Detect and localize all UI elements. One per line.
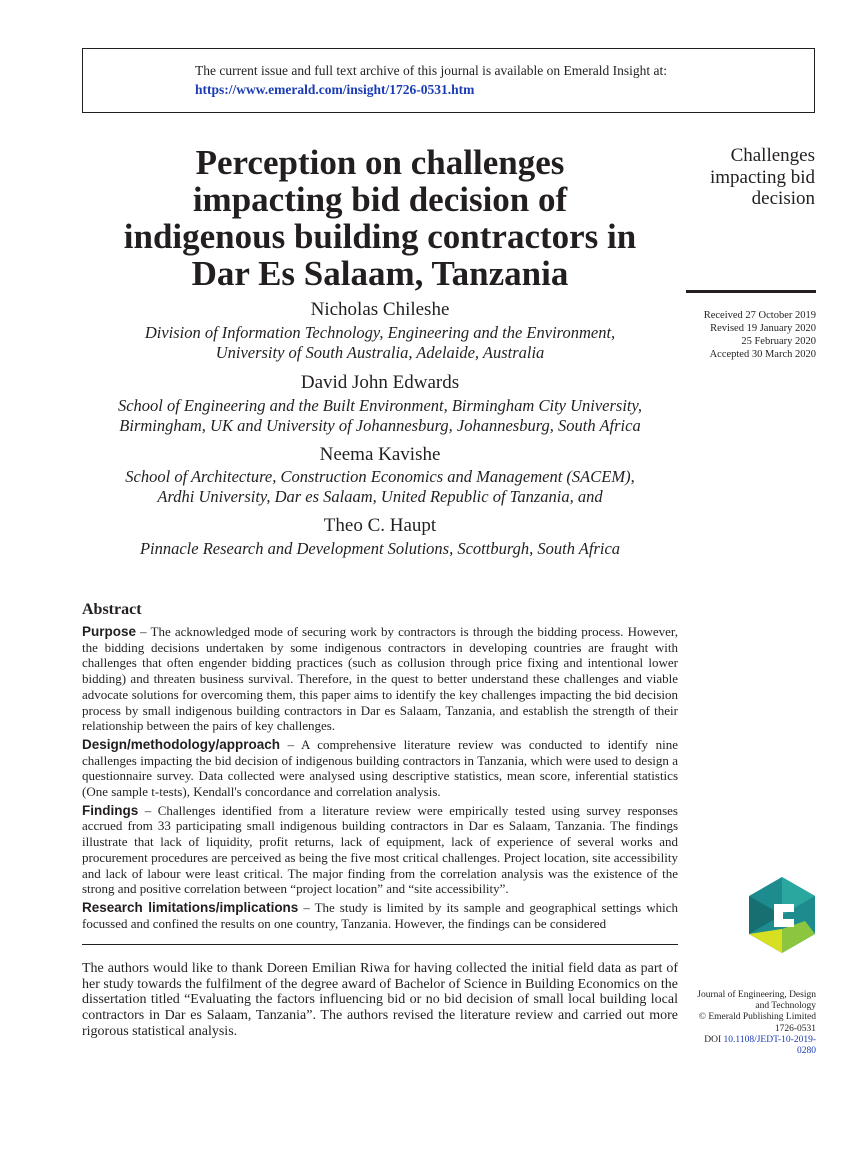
abstract-section <box>82 624 678 734</box>
running-title-line: Challenges <box>730 145 815 166</box>
affiliation-line: Ardhi University, Dar es Salaam, United Republic of Tanzania, and <box>157 487 603 506</box>
history-line: Received 27 October 2019 <box>703 310 816 321</box>
abstract-body <box>82 624 678 934</box>
history-line: 25 February 2020 <box>741 336 816 347</box>
title-line: Perception on challenges <box>195 143 565 182</box>
author-affiliation <box>82 467 678 507</box>
author-name: Neema Kavishe <box>319 444 441 465</box>
title-line: Dar Es Salaam, Tanzania <box>191 254 569 293</box>
doi-line <box>690 1035 816 1057</box>
affiliation-line: University of South Australia, Adelaide, Australia <box>215 343 545 362</box>
author-name: Nicholas Chileshe <box>310 299 450 320</box>
author-name: Theo C. Haupt <box>323 515 437 536</box>
abstract-heading: Abstract <box>82 601 142 618</box>
section-label: Research limitations/implications <box>82 899 299 915</box>
running-title-line: impacting bid <box>709 166 815 188</box>
article-history <box>690 309 816 361</box>
author-affiliation <box>82 396 678 436</box>
journal-name-line: and Technology <box>755 1001 816 1012</box>
title-line: indigenous building contractors in <box>123 217 637 256</box>
journal-info <box>690 990 816 1057</box>
abstract-section <box>82 737 678 800</box>
header-box <box>82 48 815 113</box>
history-line: Revised 19 January 2020 <box>710 323 816 334</box>
journal-logo-icon <box>749 877 815 953</box>
abstract-section <box>82 900 678 931</box>
publisher: © Emerald Publishing Limited <box>698 1012 816 1023</box>
section-label: Purpose <box>82 624 137 639</box>
affiliation-line: Pinnacle Research and Development Solutions, Scottburgh, South Africa <box>139 539 621 558</box>
abstract-section <box>82 803 678 897</box>
author-name: David John Edwards <box>300 372 460 393</box>
section-text: – The study is limited by its sample and geographical settings which focussed and confined the results on one country, Tanzania. However, the findings can be considered <box>82 899 678 931</box>
section-text: – Challenges identified from a literature review were empirically tested using survey responses accrued from 33 participating small indigenous building contractors in Dar es Salaam, Tanzania. The findings illustrate that lack of liquidity, profit returns, lack of equipment, lack of experience of several works and procurement procedures are perceived as being the five most critical challenges. Project location, site accessibility and lack of labour were least critical. The major finding from the correlation analysis was the existence of the strong and positive correlation between “project location” and “site accessibility”. <box>82 802 678 897</box>
author-affiliation <box>82 323 678 363</box>
affiliation-line: Birmingham, UK and University of Johannesburg, Johannesburg, South Africa <box>119 416 641 435</box>
affiliation-line: Division of Information Technology, Engineering and the Environment, <box>144 323 616 342</box>
title-line: impacting bid decision of <box>192 180 568 219</box>
journal-url-link[interactable]: https://www.emerald.com/insight/1726-0531.htm <box>195 82 475 97</box>
doi-label: DOI <box>704 1034 722 1045</box>
section-label: Design/methodology/approach <box>82 736 281 752</box>
acknowledgement: The authors would like to thank Doreen Emilian Riwa for having collected the initial field data as part of her study towards the fulfilment of the degree award of Bachelor of Science in Building Economics on the dissertation titled “Evaluating the factors influencing bid or no bid decision of small local building local contractors in Dar es Salaam, Tanzania”. The authors revised the literature review and carried out more rigorous statistical analysis. <box>82 961 678 1039</box>
affiliation-line: School of Architecture, Construction Economics and Management (SACEM), <box>125 467 635 486</box>
footnote-divider <box>82 944 678 945</box>
journal-name-line: Journal of Engineering, Design <box>697 990 816 1000</box>
availability-note: The current issue and full text archive of this journal is available on Emerald Insight at: <box>195 63 667 78</box>
section-label: Findings <box>82 802 139 818</box>
running-title <box>690 145 815 210</box>
history-line: Accepted 30 March 2020 <box>709 349 816 360</box>
author-affiliation <box>82 539 678 559</box>
margin-divider <box>686 290 816 293</box>
running-title-line: decision <box>751 188 815 209</box>
issn: 1726-0531 <box>774 1023 816 1034</box>
section-text: – A comprehensive literature review was conducted to identify nine challenges impacting the bid decision of indigenous building contractors in Tanzania, which were used to design a questionnaire survey. Data collected were analysed using descriptive statistics, mean score, inferential statistics (One sample t-tests), Kendall's concordance and correlation analysis. <box>82 736 678 800</box>
affiliation-line: School of Engineering and the Built Environment, Birmingham City University, <box>117 396 643 415</box>
section-text: – The acknowledged mode of securing work by contractors is through the bidding process. However, the bidding decisions undertaken by some indigenous contractors in developing countries are fraught with challenges that often engender bidding practices (such as collusion through price fixing and intentional lower bidding) and threaten business survival. Therefore, in the quest to better understand these challenges and viable advocate solutions for overcoming them, this paper aims to identify the key challenges impacting the bid decision process by small indigenous building contractors in Dar es Salaam, Tanzania, and establish the strength of their relationship between the pairs of key challenges. <box>82 624 678 734</box>
doi-link[interactable]: 10.1108/JEDT-10-2019-0280 <box>723 1034 816 1057</box>
article-title <box>82 144 678 292</box>
